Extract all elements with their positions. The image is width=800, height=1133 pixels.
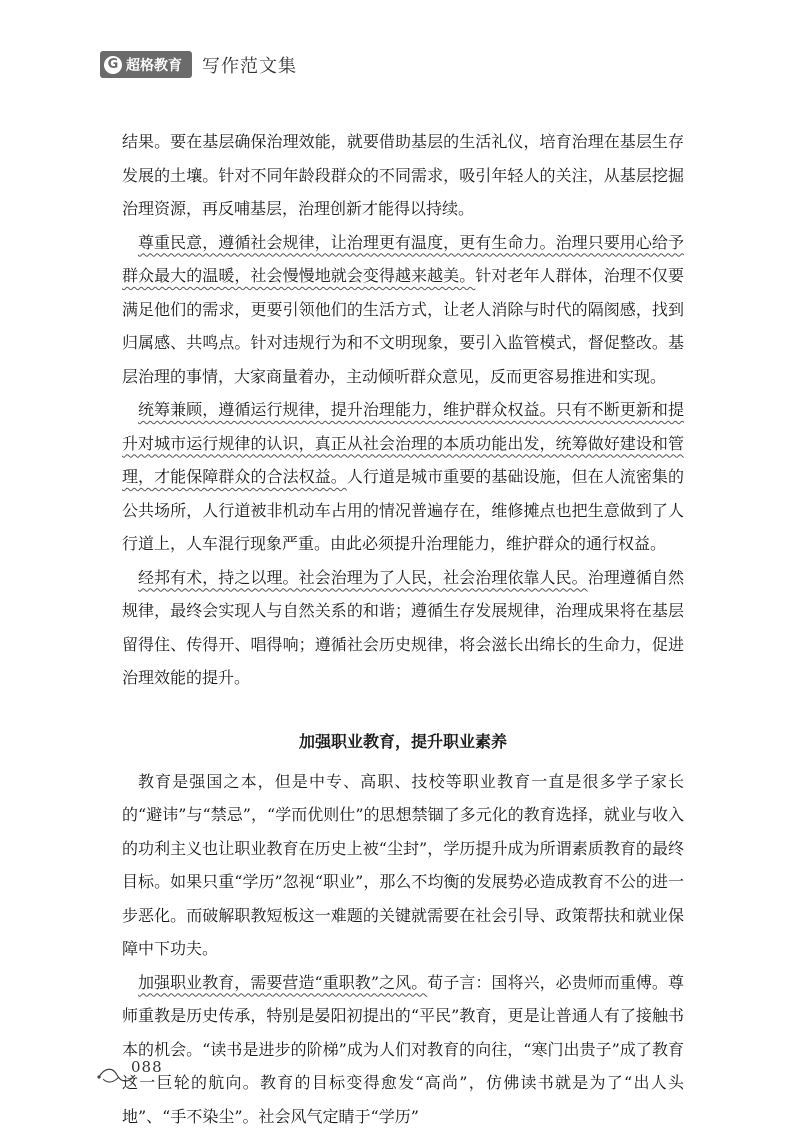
paragraph-text: 针对老年人群体，治理不仅要满足他们的需求，更要引领他们的生活方式，让老人消除与时代的隔阂感，找到归属感、共鸣点。针对违规行为和不文明现象，要引入监管模式，督促整改。基层治理的事情，大家商量着办，主动倾听群众意见，反而更容易推进和实现。 [122,266,684,386]
underlined-text: 经邦有术，持之以理。社会治理为了人民，社会治理依靠人民。 [138,568,588,587]
paragraph-text: 荀子言：国将兴，必贵师而重傅。尊师重教是历史传承，特别是晏阳初提出的“平民”教育，更是让普通人有了接触书本的机会。“读书是进步的阶梯”成为人们对教育的向往，“寒门出贵子”成了教育这一巨轮的航向。教育的目标变得愈发“高尚”，仿佛读书就是为了“出人头地”、“手不染尘”。社会风气定睛于“学历” [122,973,684,1126]
underlined-text: 统筹兼顾，遵循运行规律，提升治理能力，维护群众权益。只有不断更新和提升对城市运行规律的认识，真正从社会治理的本质功能出发，统筹做好建设和管理，才能保障群众的合法权益。 [122,400,684,486]
page-number: 088 [131,1058,163,1076]
underlined-text: 加强职业教育，需要营造“重职教”之风。 [138,973,427,992]
paragraph-text: 人行道是城市重要的基础设施，但在人流密集的公共场所，人行道被非机动车占用的情况普遍存在，维修摊点也把生意做到了人行道上，人车混行现象严重。由此必须提升治理能力，维护群众的通行权益。 [122,467,684,553]
book-title: 写作范文集 [202,52,297,78]
underlined-text: 尊重民意，遵循社会规律，让治理更有温度，更有生命力。治理只要用心给予群众最大的温暖，社会慢慢地就会变得越来越美。 [122,233,684,286]
paragraph-3 [122,393,684,561]
paragraph-text: 结果。要在基层确保治理效能，就要借助基层的生活礼仪，培育治理在基层生存发展的土壤。针对不同年龄段群众的不同需求，吸引年轻人的关注，从基层挖掘治理资源，再反哺基层，治理创新才能得以持续。 [122,132,684,218]
logo-text: 超格教育 [126,55,182,75]
paragraph-text: 治理遵循自然规律，最终会实现人与自然关系的和谐；遵循生存发展规律，治理成果将在基层留得住、传得开、唱得响；遵循社会历史规律，将会滋长出绵长的生命力，促进治理效能的提升。 [122,568,684,688]
paragraph-2 [122,226,684,394]
paragraph-1 [122,125,684,226]
paragraph-5 [122,765,684,966]
page-footer [95,1063,163,1085]
paragraph-6 [122,966,684,1133]
logo-g-icon: G [104,56,122,74]
brand-logo [100,51,192,78]
section-heading: 加强职业教育，提升职业素养 [122,725,684,759]
paragraph-4 [122,561,684,695]
page-header [100,51,297,78]
paragraph-text: 教育是强国之本，但是中专、高职、技校等职业教育一直是很多学子家长的“避讳”与“禁忌”，“学而优则仕”的思想禁锢了多元化的教育选择，就业与收入的功利主义也让职业教育在历史上被“尘封”，学历提升成为所谓素质教育的最终目标。如果只重“学历”忽视“职业”，那么不均衡的发展势必造成教育不公的进一步恶化。而破解职教短板这一难题的关键就需要在社会引导、政策帮扶和就业保障中下功夫。 [122,772,684,959]
page-body [122,125,684,1133]
